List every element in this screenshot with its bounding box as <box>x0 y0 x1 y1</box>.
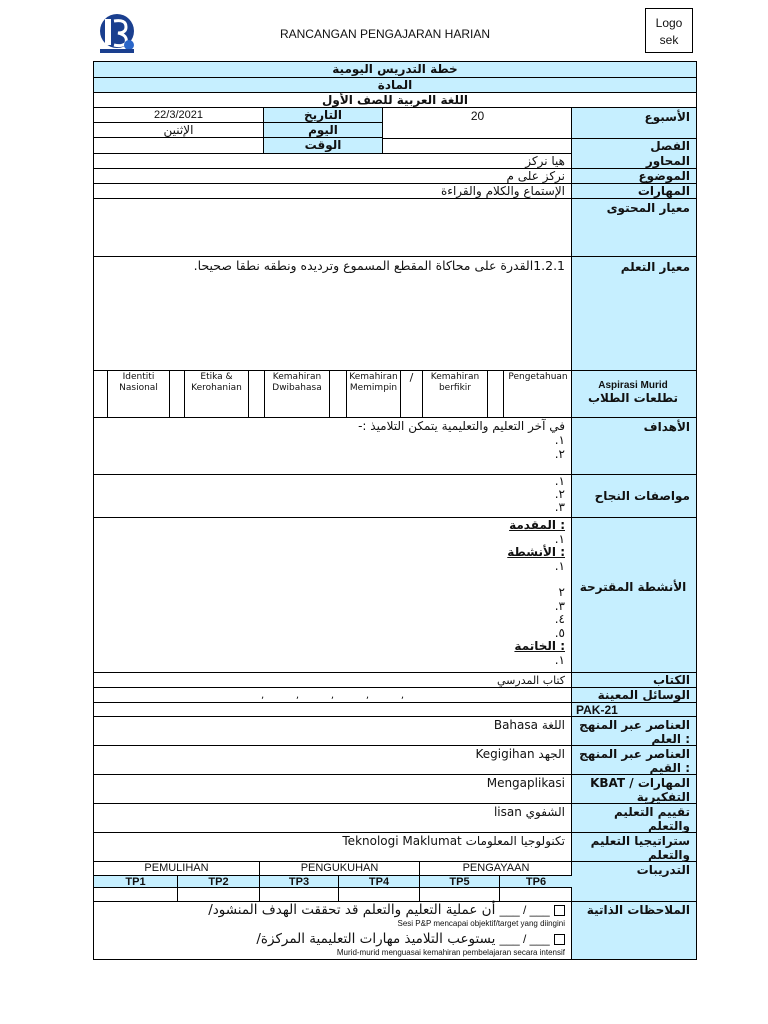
subject-label-row <box>94 78 696 93</box>
aspiration-checkbox[interactable] <box>94 371 108 417</box>
aspiration-item: Identiti Nasional <box>108 371 170 417</box>
success-criteria-label: مواصفات النجاح <box>571 475 696 517</box>
time-label: الوقت <box>263 138 382 153</box>
aspirations-row <box>94 371 696 418</box>
aspiration-checkbox[interactable] <box>488 371 504 417</box>
skills-row <box>94 184 696 199</box>
class-label: الفصل <box>571 138 696 154</box>
drill-group: PENGAYAAN <box>419 862 572 875</box>
content-standard-value[interactable] <box>94 199 571 256</box>
activity-item: ٥. <box>554 625 565 640</box>
reflection-checkbox[interactable] <box>554 934 565 945</box>
drills-grid <box>94 862 572 902</box>
aspirations-label <box>571 371 696 417</box>
activity-item: ٢ <box>558 585 565 599</box>
tp-header: TP2 <box>177 876 259 887</box>
tp-header: TP5 <box>419 876 499 887</box>
school-logo <box>96 11 138 55</box>
reflection-checkbox[interactable] <box>554 905 565 916</box>
topic-row <box>94 169 696 184</box>
subject-value: اللغة العربية للصف الأول <box>321 93 469 107</box>
aspiration-item: Kemahiran berfikir <box>423 371 488 417</box>
objectives-row <box>94 418 696 475</box>
reflection-line1-ms: Sesi P&P mencapai objektif/target yang diingini <box>397 919 565 928</box>
drill-group: PENGUKUHAN <box>259 862 419 875</box>
book-row <box>94 673 696 688</box>
strategy-row <box>94 833 696 862</box>
lesson-plan-table <box>93 61 697 960</box>
success-criteria-row <box>94 475 696 518</box>
theme-row <box>94 154 696 169</box>
assessment-value[interactable]: الشفوي lisan <box>493 805 565 819</box>
skills-label: المهارات <box>571 184 696 198</box>
kbat-label: المهارات / KBAT التفكيرية <box>571 775 696 803</box>
drills-row <box>94 862 696 902</box>
tp-header: TP1 <box>125 876 146 888</box>
reflection-blank[interactable]: ___ / ___ <box>499 903 550 917</box>
objectives-label: الأهداف <box>571 418 696 474</box>
pak21-label: PAK-21 <box>571 703 696 716</box>
learning-standard-row <box>94 257 696 371</box>
book-value[interactable]: كتاب المدرسي <box>497 674 565 687</box>
day-label: اليوم <box>263 123 382 138</box>
aids-value[interactable]: , , , , , <box>260 690 405 701</box>
book-label: الكتاب <box>571 673 696 687</box>
subject-label: المادة <box>377 78 413 92</box>
assessment-row <box>94 804 696 833</box>
reflection-blank[interactable]: ___ / ___ <box>499 932 550 946</box>
learning-standard-value[interactable]: 1.2.1القدرة على محاكاة المقطع المسموع وترديده ونطقه نطقا صحيحا. <box>193 258 565 273</box>
activities-heading: : الأنشطة <box>507 545 565 559</box>
page-title: RANCANGAN PENGAJARAN HARIAN <box>279 27 491 41</box>
plan-title: خطة التدريس اليومية <box>332 62 458 76</box>
skills-value[interactable]: الإستماع والكلام والقراءة <box>441 184 565 198</box>
content-standard-row <box>94 199 696 257</box>
cross-values-value[interactable]: الجهد Kegigihan <box>475 747 565 761</box>
reflection-row <box>94 902 696 959</box>
closing-heading: : الخاتمة <box>514 639 565 653</box>
aspiration-checkbox[interactable] <box>330 371 347 417</box>
reflection-line2-ar: يستوعب التلاميذ مهارات التعليمية المركزة/ <box>256 931 496 947</box>
content-standard-label: معيار المحتوى <box>571 199 696 256</box>
tp-header: TP3 <box>259 876 338 887</box>
intro-item: ١. <box>554 531 565 546</box>
week-value[interactable]: 20 <box>382 108 572 138</box>
reflection-line1-ar: أن عملية التعليم والتعلم قد تحققت الهدف المنشود/ <box>208 902 496 918</box>
aspirations-label-ms: Aspirasi Murid <box>598 380 668 391</box>
aids-row <box>94 688 696 703</box>
plan-title-row <box>94 62 696 78</box>
activity-item: ٤. <box>554 612 565 626</box>
theme-label: المحاور <box>571 154 696 168</box>
objective-item: ٢. <box>554 447 565 461</box>
aids-label: الوسائل المعينة <box>571 688 696 702</box>
objectives-intro: في آخر التعليم والتعليمية يتمكن التلاميذ :- <box>358 419 565 433</box>
tp-header: TP4 <box>338 876 419 887</box>
cross-values-row <box>94 746 696 775</box>
objectives-value[interactable] <box>94 418 571 474</box>
intro-heading: : المقدمة <box>509 518 565 532</box>
topic-value[interactable]: نركز على م <box>506 169 565 183</box>
activities-value[interactable] <box>94 518 571 672</box>
subject-row <box>94 93 696 108</box>
topic-label: الموضوع <box>571 169 696 183</box>
success-item: ٢. <box>554 487 565 501</box>
strategy-label: ستراتيجيا التعليم والتعلم <box>571 833 696 861</box>
aspiration-item: Kemahiran Memimpin <box>347 371 401 417</box>
aspiration-checkbox[interactable] <box>249 371 265 417</box>
activities-row <box>94 518 696 673</box>
activity-item: ١. <box>554 558 565 573</box>
aspirations-label-ar: تطلعات الطلاب <box>587 391 679 405</box>
school-logo-placeholder: Logo sek <box>645 8 693 53</box>
day-value[interactable]: الإثنين <box>94 123 263 138</box>
cross-knowledge-value[interactable]: اللغة Bahasa <box>493 718 565 732</box>
tp-header: TP6 <box>499 876 572 887</box>
activities-label: الأنشطة المقترحة <box>571 518 696 672</box>
aspiration-item: Pengetahuan <box>508 372 568 382</box>
strategy-value[interactable]: تكنولوجيا المعلومات Teknologi Maklumat <box>342 834 565 848</box>
cross-values-label: العناصر عبر المنهج : القيم <box>571 746 696 774</box>
objective-item: ١. <box>554 433 565 447</box>
reflection-value <box>94 902 571 959</box>
aspiration-item: Kemahiran Dwibahasa <box>265 371 330 417</box>
date-value[interactable]: 22/3/2021 <box>94 108 263 123</box>
assessment-label: تقييم التعليم والتعلم <box>571 804 696 832</box>
aspiration-checkbox[interactable]: / <box>401 371 423 417</box>
aspiration-item: Etika & Kerohanian <box>185 371 249 417</box>
cross-knowledge-row <box>94 717 696 746</box>
kbat-value[interactable]: Mengaplikasi <box>486 776 565 790</box>
aspiration-checkbox[interactable] <box>170 371 185 417</box>
time-value[interactable] <box>382 138 572 153</box>
success-item: ١. <box>554 474 565 488</box>
week-label: الأسبوع <box>571 108 696 153</box>
reflection-line2-ms: Murid-murid menguasai kemahiran pembelajaran secara intensif <box>336 948 565 957</box>
info-block <box>94 108 696 154</box>
pak21-row <box>94 703 696 717</box>
drill-group: PEMULIHAN <box>144 862 209 874</box>
success-item: ٣. <box>554 500 565 514</box>
theme-value[interactable]: هيا نركز <box>525 154 565 168</box>
closing-item: ١. <box>554 652 565 667</box>
success-criteria-value[interactable] <box>94 475 571 517</box>
kbat-row <box>94 775 696 804</box>
drills-label: التدريبات <box>571 862 696 901</box>
learning-standard-label: معيار التعلم <box>571 257 696 370</box>
activity-item: ٣. <box>554 598 565 613</box>
cross-knowledge-label: العناصر عبر المنهج : العلم <box>571 717 696 745</box>
reflection-label: الملاحظات الذاتية <box>571 902 696 959</box>
date-label: التاريخ <box>263 108 382 123</box>
